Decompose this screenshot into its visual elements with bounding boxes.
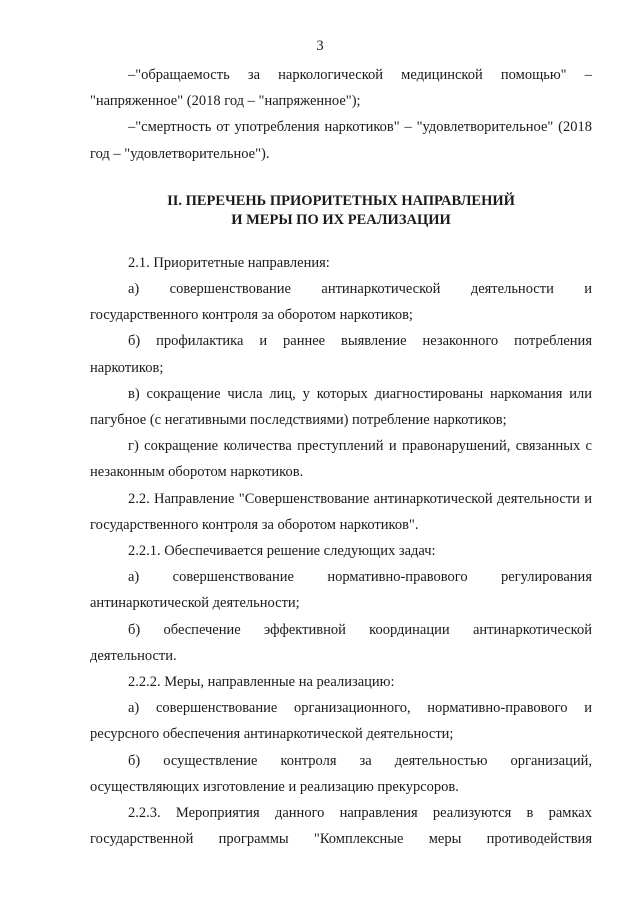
paragraph: 2.2.3. Мероприятия данного направления реализуются в рамках государственной программы "Комплексные меры противодействия xyxy=(90,805,592,848)
paragraph: в) сокращение числа лиц, у которых диагностированы наркомания или пагубное (с негативными последствиями) потребление наркотиков; xyxy=(90,385,592,429)
page-number: 3 xyxy=(316,38,324,54)
paragraph: 2.2.1. Обеспечивается решение следующих задач: xyxy=(128,543,436,560)
document-body xyxy=(90,62,592,852)
paragraph: б) профилактика и раннее выявление незаконного потребления наркотиков; xyxy=(90,333,592,376)
paragraph: а) совершенствование антинаркотической деятельности и государственного контроля за оборотом наркотиков; xyxy=(90,281,592,324)
paragraph: 2.2.2. Меры, направленные на реализацию: xyxy=(128,674,395,691)
paragraph: б) обеспечение эффективной координации антинаркотической деятельности. xyxy=(90,621,592,664)
paragraph: г) сокращение количества преступлений и правонарушений, связанных с незаконным оборотом наркотиков. xyxy=(90,438,592,481)
paragraph: 2.1. Приоритетные направления: xyxy=(128,254,330,271)
section-heading-line: II. ПЕРЕЧЕНЬ ПРИОРИТЕТНЫХ НАПРАВЛЕНИЙ xyxy=(167,192,515,209)
paragraph: б) осуществление контроля за деятельностью организаций, осуществляющих изготовление и реализацию прекурсоров. xyxy=(90,752,592,795)
section-heading xyxy=(90,192,592,230)
paragraph: а) совершенствование организационного, нормативно-правового и ресурсного обеспечения антинаркотической деятельности; xyxy=(90,700,592,743)
paragraph: а) совершенствование нормативно-правового регулирования антинаркотической деятельности; xyxy=(90,569,592,612)
section-heading-line: И МЕРЫ ПО ИХ РЕАЛИЗАЦИИ xyxy=(231,211,451,228)
paragraph: –"обращаемость за наркологической медицинской помощью" – "напряженное" (2018 год – "напряженное"); xyxy=(90,67,592,110)
paragraph: 2.2. Направление "Совершенствование антинаркотической деятельности и государственного контроля за оборотом наркотиков". xyxy=(90,490,592,533)
paragraph: –"смертность от употребления наркотиков" – "удовлетворительное" (2018 год – "удовлетворительное"). xyxy=(90,119,592,162)
